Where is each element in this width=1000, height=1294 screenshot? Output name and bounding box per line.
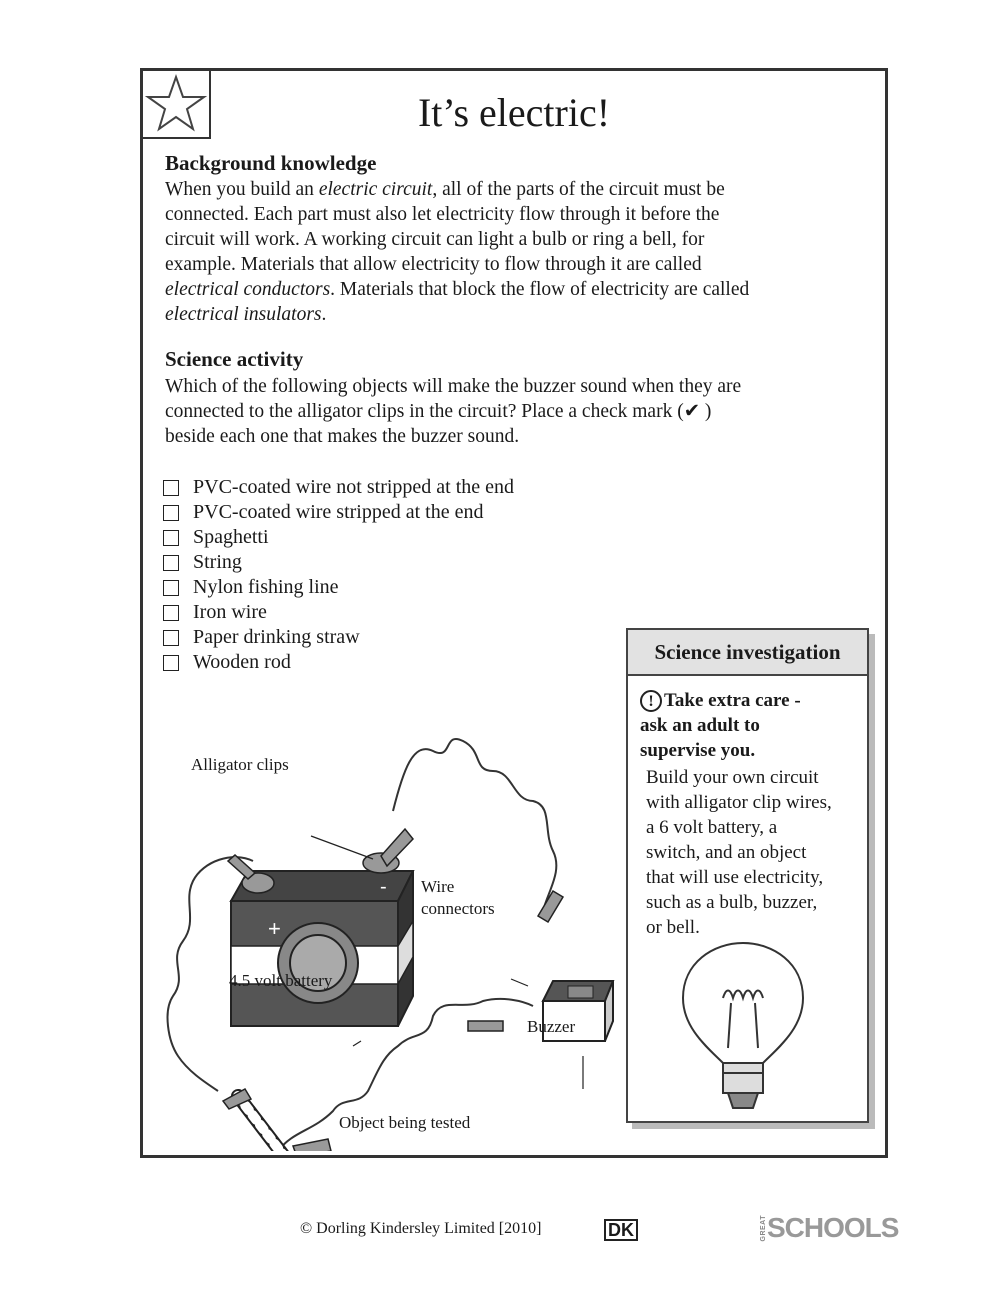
bg-line-3: circuit will work. A working circuit can light a bulb or ring a bell, for (165, 229, 705, 250)
checkbox[interactable] (163, 580, 179, 596)
checklist-item: Nylon fishing line (163, 575, 514, 600)
copyright-text: © Dorling Kindersley Limited [2010] (300, 1220, 542, 1237)
checkbox[interactable] (163, 605, 179, 621)
activity-paragraph (165, 374, 865, 449)
bg-line-4: example. Materials that allow electricity to flow through it are called (165, 254, 702, 275)
checkbox[interactable] (163, 505, 179, 521)
dk-logo: DK (604, 1219, 638, 1241)
background-heading: Background knowledge (165, 151, 377, 175)
lightbulb-icon (628, 938, 871, 1118)
act-line-3: beside each one that makes the buzzer sound. (165, 426, 520, 447)
investigation-heading: Science investigation (628, 630, 867, 676)
circuit-diagram (143, 711, 623, 1151)
checklist-item: Paper drinking straw (163, 625, 514, 650)
investigation-box (626, 628, 869, 1123)
checklist-item: Wooden rod (163, 650, 514, 675)
checklist-item: PVC-coated wire not stripped at the end (163, 475, 514, 500)
gs-great-text: GREAT (760, 1214, 767, 1242)
bg-line-2: connected. Each part must also let electricity flow through it before the (165, 204, 720, 225)
greatschools-logo (760, 1212, 898, 1244)
investigation-text: Build your own circuit with alligator clip wires, a 6 volt battery, a switch, and an object that will use electricity, such as a bulb, buzzer, or bell. (646, 767, 832, 938)
bg-line-1: When you build an electric circuit, all of the parts of the circuit must be (165, 179, 725, 200)
checkbox[interactable] (163, 555, 179, 571)
label-wire-connectors-1: Wire (421, 877, 455, 896)
checklist-item: Spaghetti (163, 525, 514, 550)
bg-line-6: electrical insulators. (165, 304, 327, 325)
checkbox[interactable] (163, 480, 179, 496)
label-battery: 4.5 volt battery (229, 971, 333, 990)
label-wire-connectors-2: connectors (421, 899, 495, 918)
wire-top (393, 739, 556, 911)
gs-schools-text: SCHOOLS (767, 1212, 899, 1243)
act-line-2: connected to the alligator clips in the circuit? Place a check mark (✔ ) (165, 401, 712, 422)
checkbox[interactable] (163, 630, 179, 646)
investigation-warning: ! Take extra care - ask an adult to supervise you. (640, 690, 801, 761)
bg-line-5: electrical conductors. Materials that block the flow of electricity are called (165, 279, 750, 300)
checklist-item: String (163, 550, 514, 575)
warning-icon: ! (640, 690, 662, 712)
checklist-item: PVC-coated wire stripped at the end (163, 500, 514, 525)
label-buzzer: Buzzer (527, 1017, 576, 1036)
wire-right-lower (368, 1031, 408, 1071)
object-checklist (163, 475, 514, 675)
svg-text:-: - (380, 876, 387, 898)
object-being-tested (223, 1089, 331, 1151)
worksheet (140, 68, 888, 1158)
page-title: It’s electric! (417, 90, 611, 135)
activity-heading: Science activity (165, 347, 304, 371)
battery (231, 871, 413, 1026)
checkbox[interactable] (163, 655, 179, 671)
svg-text:+: + (268, 916, 281, 941)
checklist-item: Iron wire (163, 600, 514, 625)
act-line-1: Which of the following objects will make the buzzer sound when they are (165, 376, 742, 397)
background-paragraph (165, 177, 865, 327)
label-object: Object being tested (339, 1113, 471, 1132)
checkbox[interactable] (163, 530, 179, 546)
label-alligator-clips: Alligator clips (191, 755, 289, 774)
